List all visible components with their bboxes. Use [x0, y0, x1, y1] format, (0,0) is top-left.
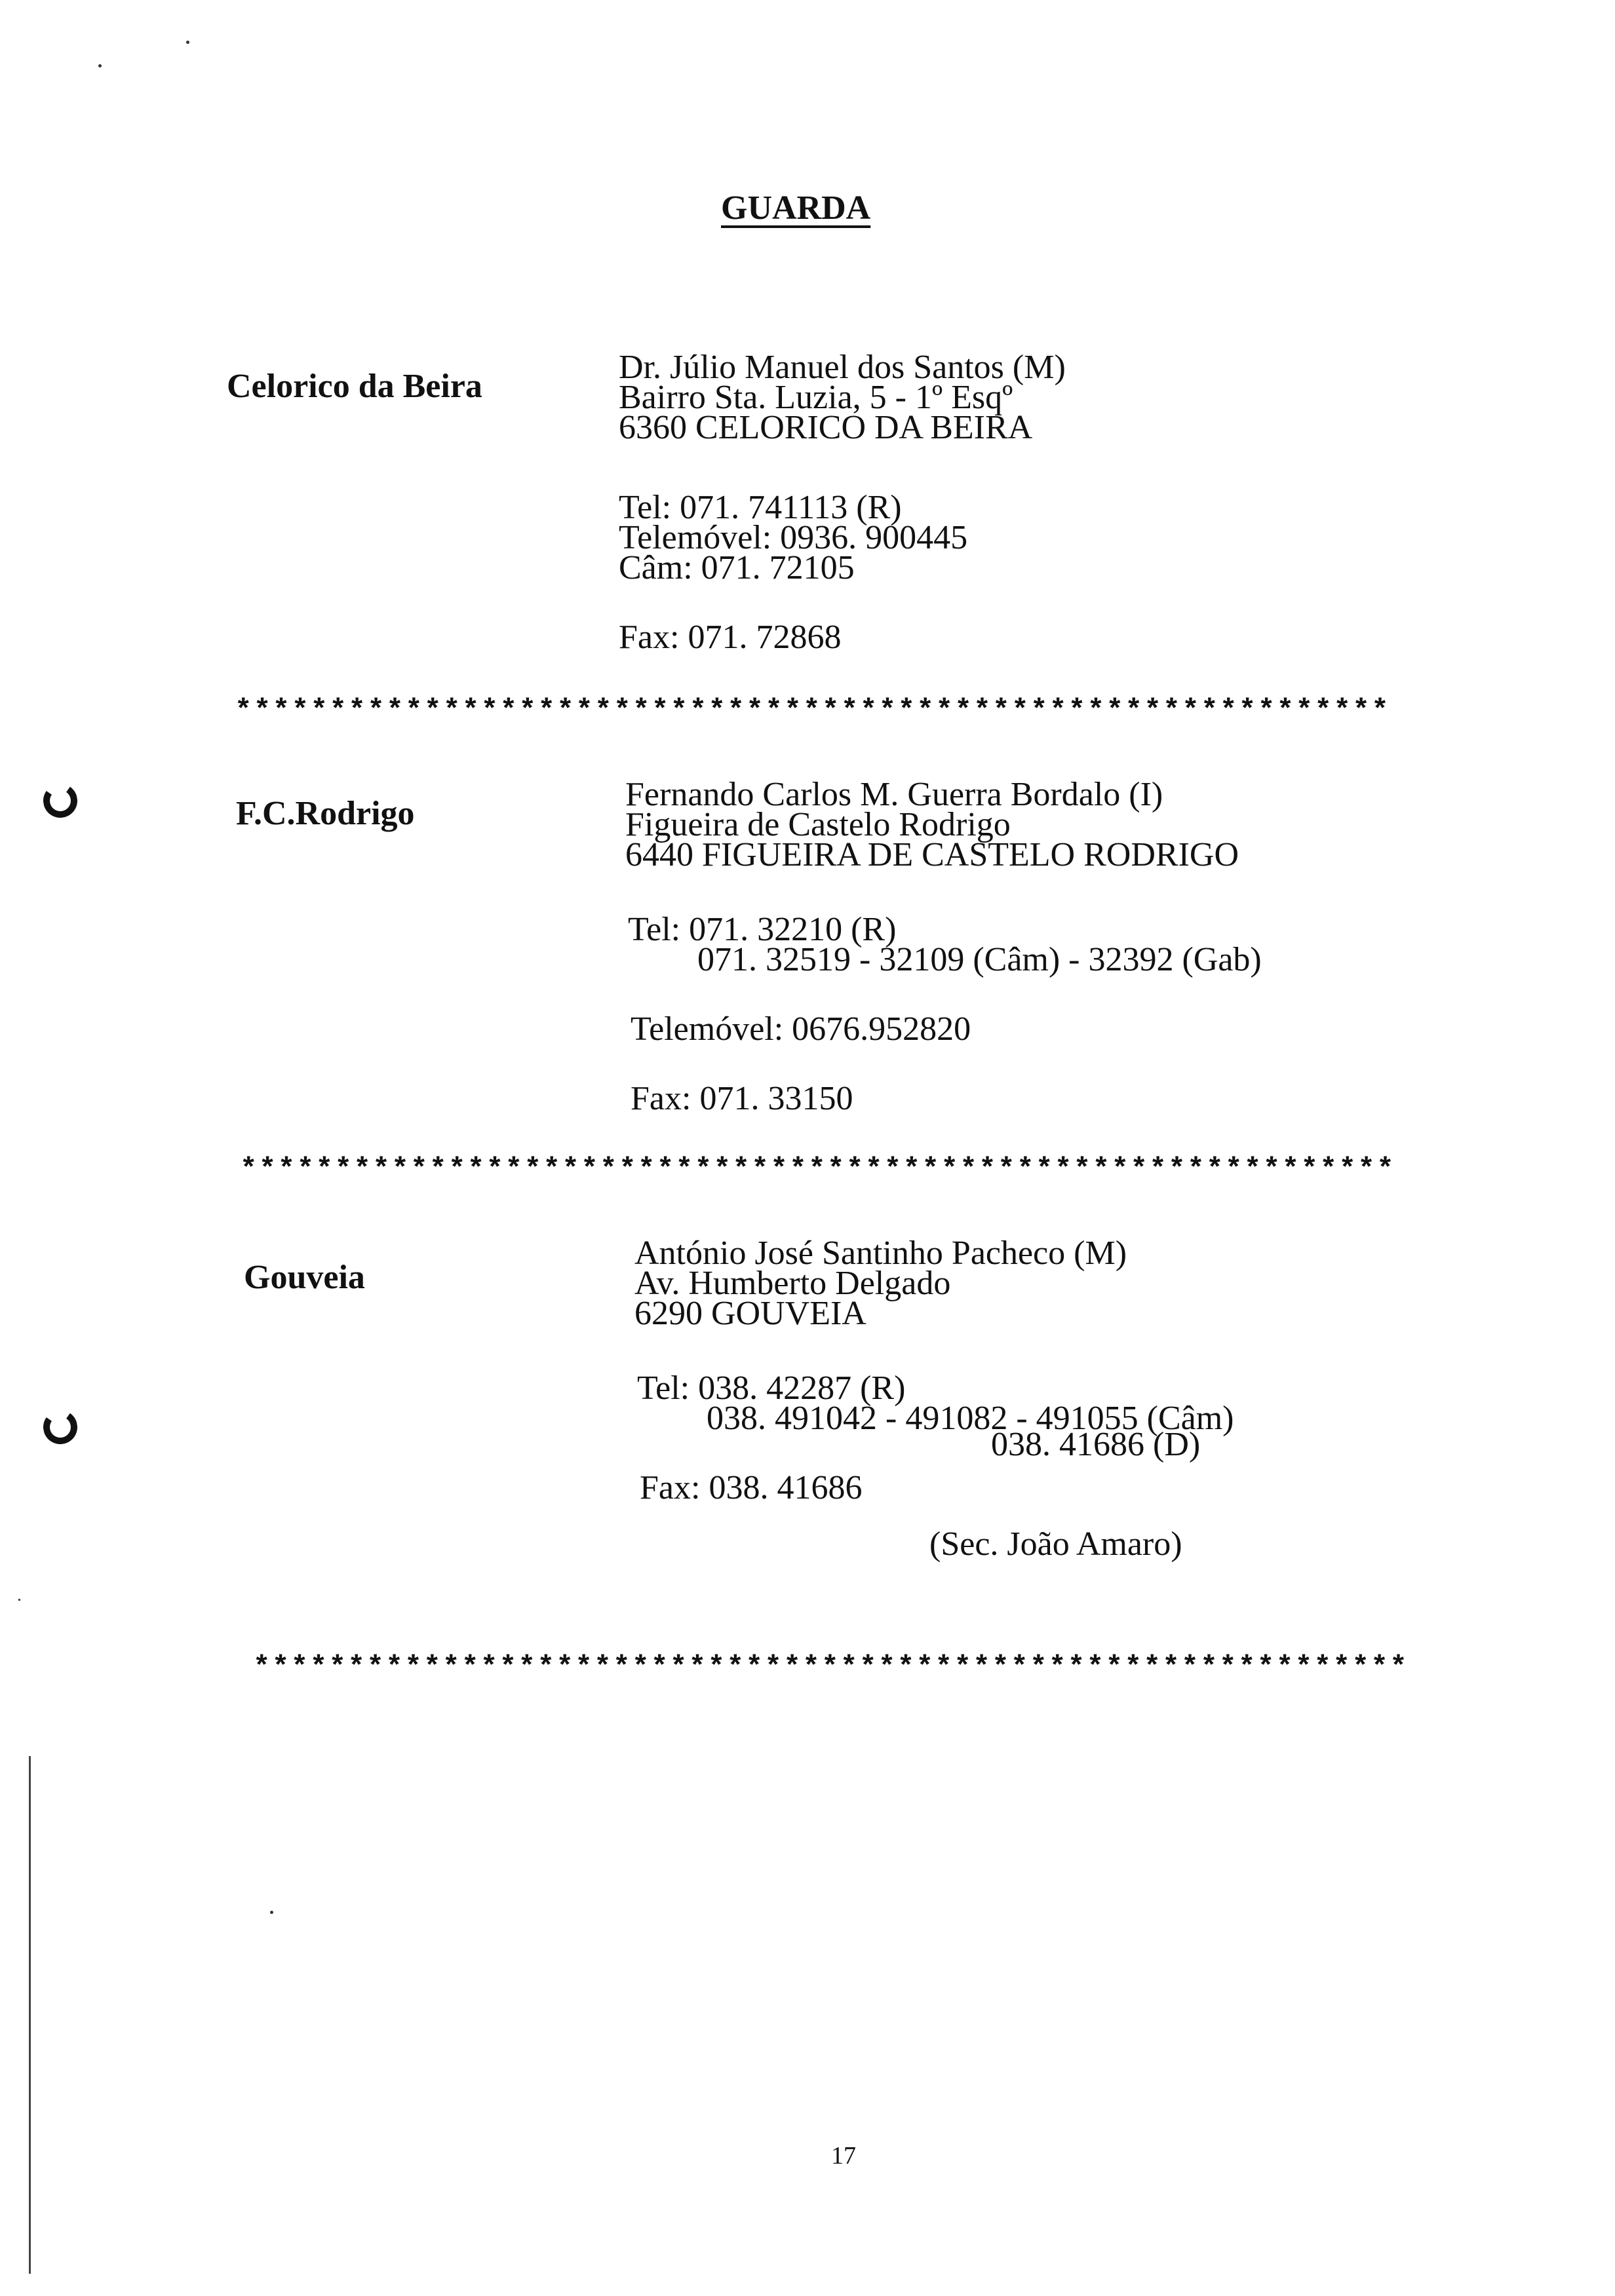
entry-fax: Fax: 071. 72868 — [619, 619, 842, 656]
entry-name: Fernando Carlos M. Guerra Bordalo (I) — [625, 776, 1163, 813]
entry-cam: Câm: 071. 72105 — [619, 549, 855, 586]
punch-hole-icon — [41, 781, 80, 820]
entry-fax: Fax: 038. 41686 — [640, 1469, 863, 1506]
entry-tel-extra: 038. 41686 (D) — [991, 1426, 1201, 1463]
separator: ************************************************************* — [253, 1651, 1409, 1684]
entry-tel: Tel: 071. 741113 (R) — [619, 489, 902, 526]
separator: ************************************************************* — [240, 1153, 1396, 1186]
entry-tel-extra: 038. 491042 - 491082 - 491055 (Câm) — [707, 1400, 1234, 1437]
entry-name: Dr. Júlio Manuel dos Santos (M) — [619, 349, 1066, 386]
scan-speck — [18, 1599, 20, 1601]
entry-city: 6290 GOUVEIA — [634, 1295, 866, 1332]
entry-address: Av. Humberto Delgado — [634, 1265, 951, 1302]
punch-hole-icon — [41, 1407, 80, 1447]
entry-mobile: Telemóvel: 0936. 900445 — [619, 519, 968, 556]
entry-fax: Fax: 071. 33150 — [631, 1080, 853, 1117]
scan-speck — [270, 1911, 273, 1914]
place-name-celorico: Celorico da Beira — [227, 368, 482, 405]
entry-city: 6440 FIGUEIRA DE CASTELO RODRIGO — [625, 836, 1239, 873]
entry-address: Bairro Sta. Luzia, 5 - 1º Esqº — [619, 379, 1013, 416]
place-name-gouveia: Gouveia — [244, 1259, 365, 1296]
scan-margin-line — [29, 1756, 31, 2274]
entry-tel: Tel: 071. 32210 (R) — [628, 911, 897, 948]
page-number: 17 — [831, 2142, 856, 2170]
scan-speck — [98, 64, 102, 67]
place-name-fc-rodrigo: F.C.Rodrigo — [236, 795, 415, 832]
entry-tel: Tel: 038. 42287 (R) — [637, 1369, 906, 1407]
entry-tel-extra: 071. 32519 - 32109 (Câm) - 32392 (Gab) — [697, 941, 1262, 978]
scan-speck — [186, 41, 189, 44]
entry-city: 6360 CELORICO DA BEIRA — [619, 409, 1033, 446]
entry-address: Figueira de Castelo Rodrigo — [625, 806, 1011, 843]
entry-note: (Sec. João Amaro) — [929, 1525, 1182, 1563]
page-title: GUARDA — [721, 189, 871, 227]
entry-name: António José Santinho Pacheco (M) — [634, 1234, 1127, 1272]
entry-mobile: Telemóvel: 0676.952820 — [631, 1010, 971, 1048]
separator: ************************************************************* — [235, 695, 1391, 727]
